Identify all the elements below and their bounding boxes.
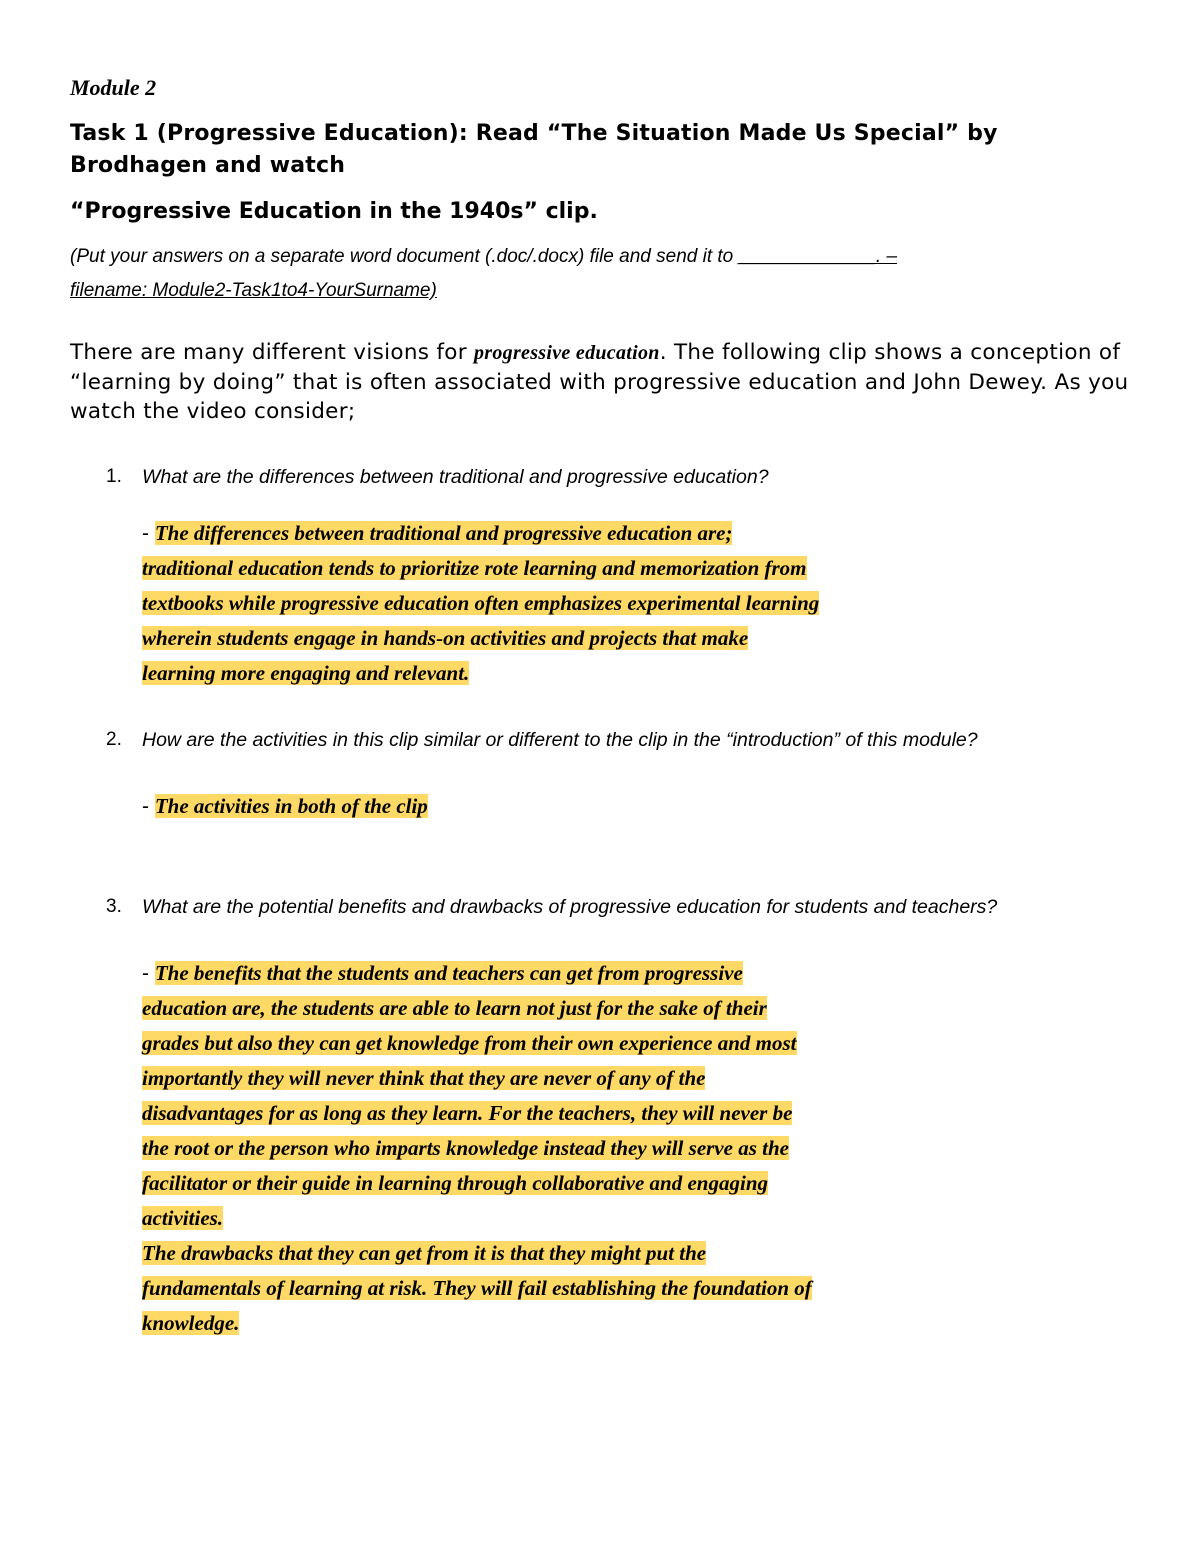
answer-block xyxy=(142,789,1022,824)
question-list xyxy=(70,460,1130,1341)
question-item xyxy=(70,890,1130,1341)
answer-line xyxy=(142,1061,1022,1096)
answer-text: facilitator or their guide in learning through collaborative and engaging xyxy=(142,1171,769,1195)
answer-line xyxy=(142,1236,1022,1271)
answer-line xyxy=(142,1026,1022,1061)
intro-emphasis: progressive education xyxy=(473,342,660,364)
answer-line xyxy=(142,551,1022,586)
module-heading: Module 2 xyxy=(70,75,157,100)
submission-instructions xyxy=(70,240,1130,308)
task-subtitle: “Progressive Education in the 1940s” clip. xyxy=(70,199,598,224)
answer-line xyxy=(142,956,1022,991)
answer-text: the root or the person who imparts knowledge instead they will serve as the xyxy=(142,1136,789,1160)
intro-after: . The following clip shows a conception of “learning by doing” that is often associated with progressive education and John Dewey. As you watch the video consider; xyxy=(70,340,1129,424)
answer-line xyxy=(142,1271,1022,1306)
answer-text: The benefits that the students and teachers can get from progressive xyxy=(154,961,743,985)
question-text: What are the potential benefits and drawbacks of progressive education for students and teachers? xyxy=(142,896,998,918)
question-text: How are the activities in this clip similar or different to the clip in the “introduction” of this module? xyxy=(142,729,978,751)
answer-line xyxy=(142,789,1022,824)
answer-line xyxy=(142,1201,1022,1236)
instructions-text: (Put your answers on a separate word document (.doc/.docx) file and send it to xyxy=(70,246,739,267)
question-item xyxy=(70,460,1130,691)
answer-line xyxy=(142,516,1022,551)
answer-dash: - xyxy=(142,795,155,818)
answer-text: grades but also they can get knowledge from their own experience and most xyxy=(142,1031,797,1055)
answer-line xyxy=(142,1096,1022,1131)
answer-line xyxy=(142,656,1022,691)
answer-text: education are, the students are able to learn not just for the sake of their xyxy=(142,996,767,1020)
answer-line xyxy=(142,991,1022,1026)
answer-line xyxy=(142,1166,1022,1201)
intro-before: There are many different visions for xyxy=(70,340,474,365)
answer-line xyxy=(142,1306,1022,1341)
question-number: 1. xyxy=(106,466,122,487)
document-page xyxy=(70,70,1130,1341)
answer-text: traditional education tends to prioritize rote learning and memorization from xyxy=(142,556,807,580)
answer-text: The differences between traditional and progressive education are; xyxy=(154,521,733,545)
answer-block xyxy=(142,956,1022,1341)
answer-text: The drawbacks that they can get from it is that they might put the xyxy=(142,1241,707,1265)
question-text: What are the differences between traditional and progressive education? xyxy=(142,466,769,488)
answer-line xyxy=(142,621,1022,656)
recipient-blank: _____________. – xyxy=(738,246,898,267)
answer-line xyxy=(142,1131,1022,1166)
answer-text: wherein students engage in hands-on activities and projects that make xyxy=(142,626,749,650)
answer-dash: - xyxy=(142,522,155,545)
task-title: Task 1 (Progressive Education): Read “The Situation Made Us Special” by Brodhagen and watch xyxy=(70,121,998,178)
question-item xyxy=(70,723,1130,824)
answer-text: importantly they will never think that they are never of any of the xyxy=(142,1066,706,1090)
answer-line xyxy=(142,586,1022,621)
answer-block xyxy=(142,516,1022,691)
answer-text: activities. xyxy=(142,1206,224,1230)
answer-text: fundamentals of learning at risk. They will fail establishing the foundation of xyxy=(142,1276,812,1300)
answer-dash: - xyxy=(142,962,155,985)
answer-text: knowledge. xyxy=(142,1311,240,1335)
question-number: 3. xyxy=(106,896,122,917)
question-number: 2. xyxy=(106,729,122,750)
intro-paragraph xyxy=(70,338,1130,426)
filename-instruction: filename: Module2-Task1to4-YourSurname) xyxy=(70,280,437,301)
answer-text: disadvantages for as long as they learn. For the teachers, they will never be xyxy=(142,1101,793,1125)
answer-text: textbooks while progressive education often emphasizes experimental learning xyxy=(142,591,820,615)
answer-text: learning more engaging and relevant. xyxy=(142,661,470,685)
answer-text: The activities in both of the clip xyxy=(154,794,428,818)
